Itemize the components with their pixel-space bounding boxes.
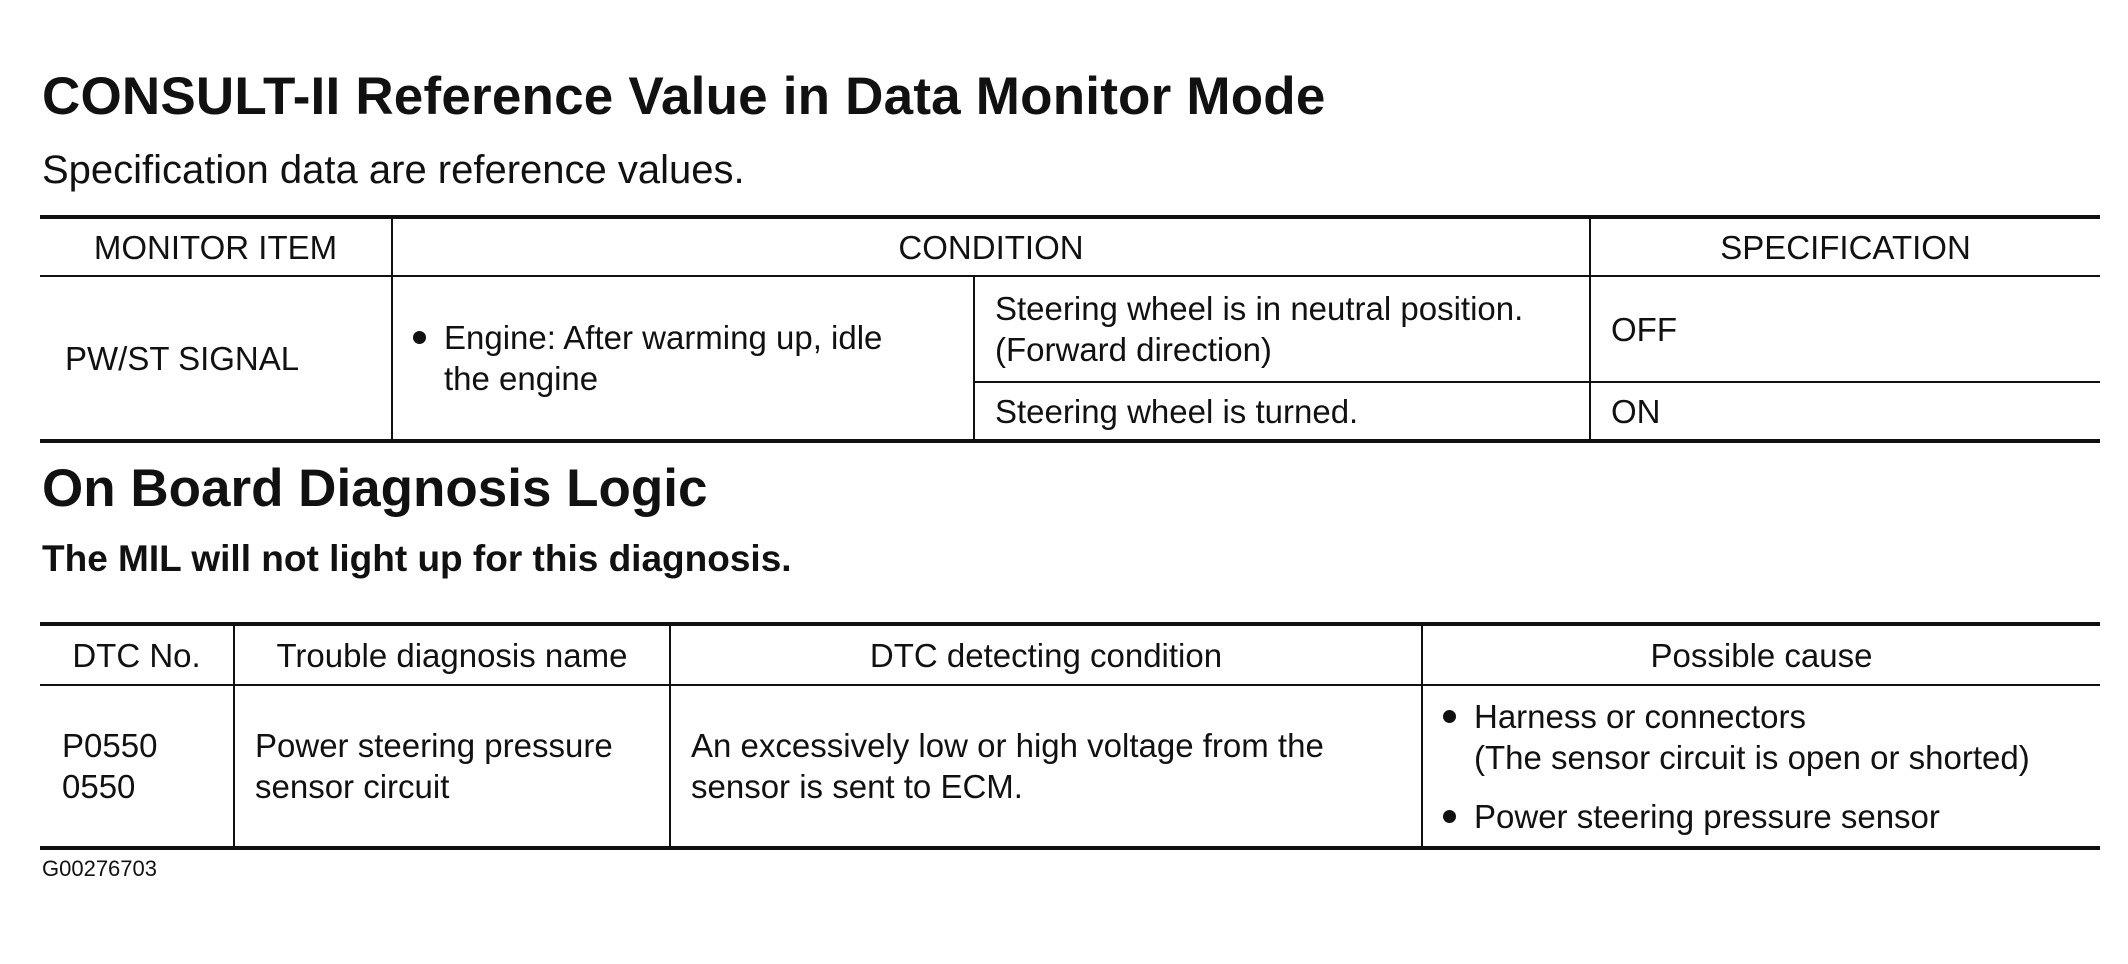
bullet-icon	[1443, 710, 1456, 723]
dtc-number-cell	[40, 685, 234, 848]
header-dtc-no: DTC No.	[40, 624, 234, 685]
list-item	[1443, 696, 2080, 778]
table-header-row	[40, 624, 2100, 685]
figure-code: G00276703	[42, 856, 157, 881]
detecting-condition-line1: An excessively low or high voltage from the	[691, 727, 1324, 764]
trouble-name-cell	[234, 685, 670, 848]
specification-cell: OFF	[1590, 276, 2100, 382]
list-item	[1443, 796, 2080, 837]
table-row	[40, 685, 2100, 848]
trouble-name-line1: Power steering pressure	[255, 727, 613, 764]
bullet-icon	[413, 331, 426, 344]
monitor-item-cell: PW/ST SIGNAL	[40, 276, 392, 441]
header-specification: SPECIFICATION	[1590, 217, 2100, 276]
bullet-icon	[1443, 810, 1456, 823]
trouble-name-line2: sensor circuit	[255, 768, 450, 805]
section1-title: CONSULT-II Reference Value in Data Monitor Mode	[42, 67, 1326, 126]
header-monitor-item: MONITOR ITEM	[40, 217, 392, 276]
header-trouble-name: Trouble diagnosis name	[234, 624, 670, 685]
cause-line2: (The sensor circuit is open or shorted)	[1474, 738, 2030, 776]
dtc-line2: 0550	[62, 768, 136, 805]
table-row	[40, 276, 2100, 382]
condition-main-line1: Engine: After warming up, idle	[444, 319, 883, 356]
mil-note: The MIL will not light up for this diagnosis.	[42, 538, 792, 579]
condition-sub-cell	[974, 276, 1590, 382]
header-condition: CONDITION	[392, 217, 1590, 276]
cause-line1: Harness or connectors	[1474, 697, 1806, 735]
condition-sub-cell: Steering wheel is turned.	[974, 382, 1590, 441]
detecting-condition-cell	[670, 685, 1422, 848]
condition-main-line2: the engine	[444, 360, 599, 397]
diagnosis-logic-table	[40, 622, 2100, 850]
specification-cell: ON	[1611, 392, 1661, 430]
cause-line1: Power steering pressure sensor	[1474, 797, 1940, 835]
possible-cause-cell	[1422, 685, 2100, 848]
reference-value-table	[40, 215, 2100, 443]
condition-main-cell	[392, 276, 974, 441]
condition-sub-line2: (Forward direction)	[995, 331, 1272, 368]
header-possible-cause: Possible cause	[1422, 624, 2100, 685]
detecting-condition-line2: sensor is sent to ECM.	[691, 768, 1023, 805]
section2-title: On Board Diagnosis Logic	[42, 459, 708, 518]
header-detecting-condition: DTC detecting condition	[670, 624, 1422, 685]
section1-subtitle: Specification data are reference values.	[42, 148, 745, 192]
table-header-row	[40, 217, 2100, 276]
condition-sub-line1: Steering wheel is in neutral position.	[995, 290, 1524, 327]
dtc-line1: P0550	[62, 727, 158, 764]
